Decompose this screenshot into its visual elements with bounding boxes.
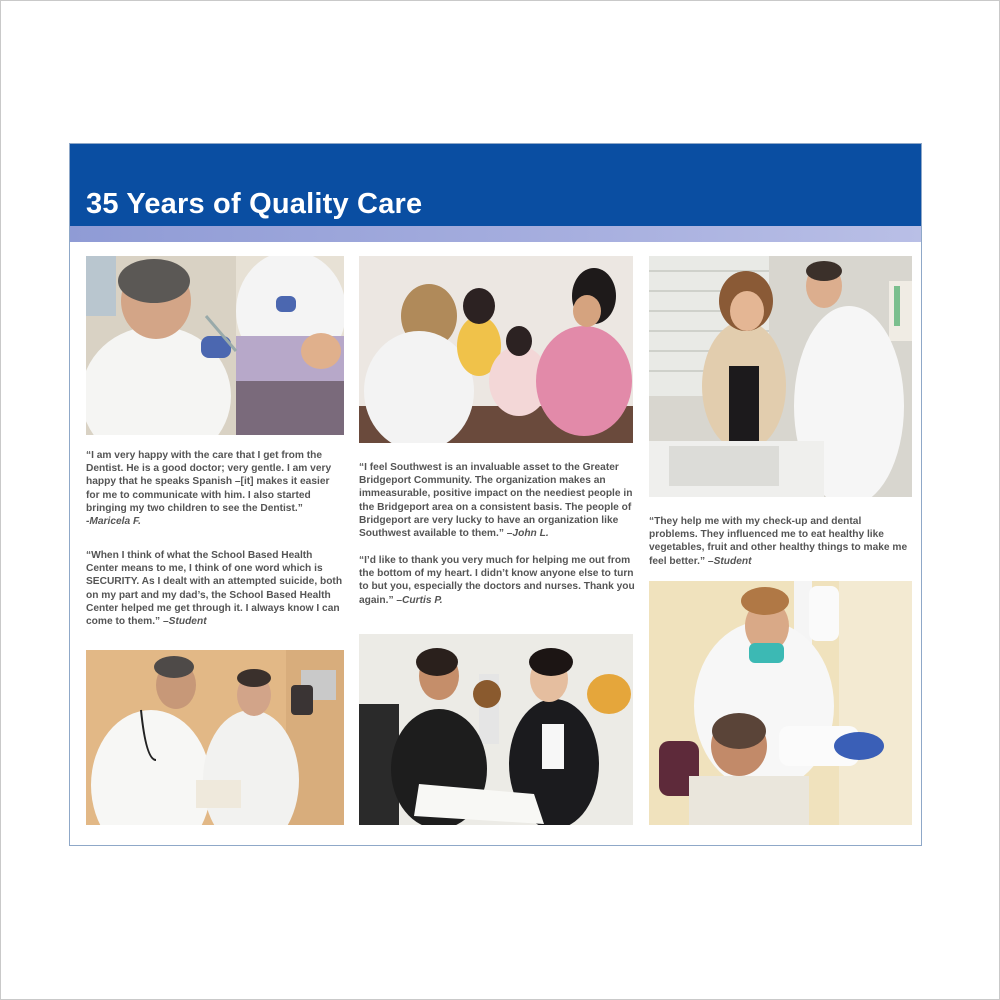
- testimonial-attribution: –Student: [707, 555, 752, 567]
- testimonial-curtis: [359, 554, 635, 607]
- testimonial-attribution: –Curtis P.: [396, 594, 443, 606]
- photo-child-exam: [359, 256, 633, 443]
- testimonial-text: “When I think of what the School Based Health Center means to me, I think of one word which is SECURITY. As I dealt with an attempted suicide, both on my part and my dad’s, the School Based Health Center helped me get through it. I always know I can come to them.”: [86, 550, 343, 628]
- header-accent-band: [70, 226, 921, 242]
- photo-two-doctors: [86, 650, 344, 825]
- page-title: 35 Years of Quality Care: [86, 188, 423, 220]
- testimonial-attribution: –John L.: [506, 528, 549, 540]
- photo-dentist-patient: [86, 256, 344, 435]
- testimonial-text: “I’d like to thank you very much for helping me out from the bottom of my heart. I didn’t know anyone else to turn to but you, especially the doctors and nurses. Thank you again.”: [359, 555, 635, 606]
- brochure-page: [69, 143, 922, 846]
- header-bar: [70, 144, 921, 226]
- testimonial-text: “I am very happy with the care that I get from the Dentist. He is a good doctor; very gentle. I am very happy that he speaks Spanish –[it] makes it easier for me to communicate with him. I also started bringing my two children to see the Dentist.”: [86, 450, 332, 514]
- testimonial-student-security: [86, 549, 344, 628]
- testimonial-text: “I feel Southwest is an invaluable asset to the Greater Bridgeport Community. The organization makes an immeasurable, positive impact on the neediest people in the Bridgeport area on a consistent basis. The people of Bridgeport are very lucky to have an organization like Southwest available to them.”: [359, 462, 633, 540]
- testimonial-attribution: –Student: [163, 616, 207, 628]
- photo-paperwork-review: [359, 634, 633, 825]
- testimonial-student-healthy: [649, 515, 912, 568]
- photo-doctor-consult: [649, 256, 912, 497]
- photo-dental-xray: [649, 581, 912, 825]
- testimonial-text: “They help me with my check-up and dental problems. They influenced me to eat healthy like vegetables, fruit and other healthy things to make me feel better.”: [649, 516, 908, 567]
- testimonial-attribution: -Maricela F.: [86, 516, 141, 528]
- testimonial-maricela: [86, 449, 344, 528]
- testimonial-john: [359, 461, 635, 540]
